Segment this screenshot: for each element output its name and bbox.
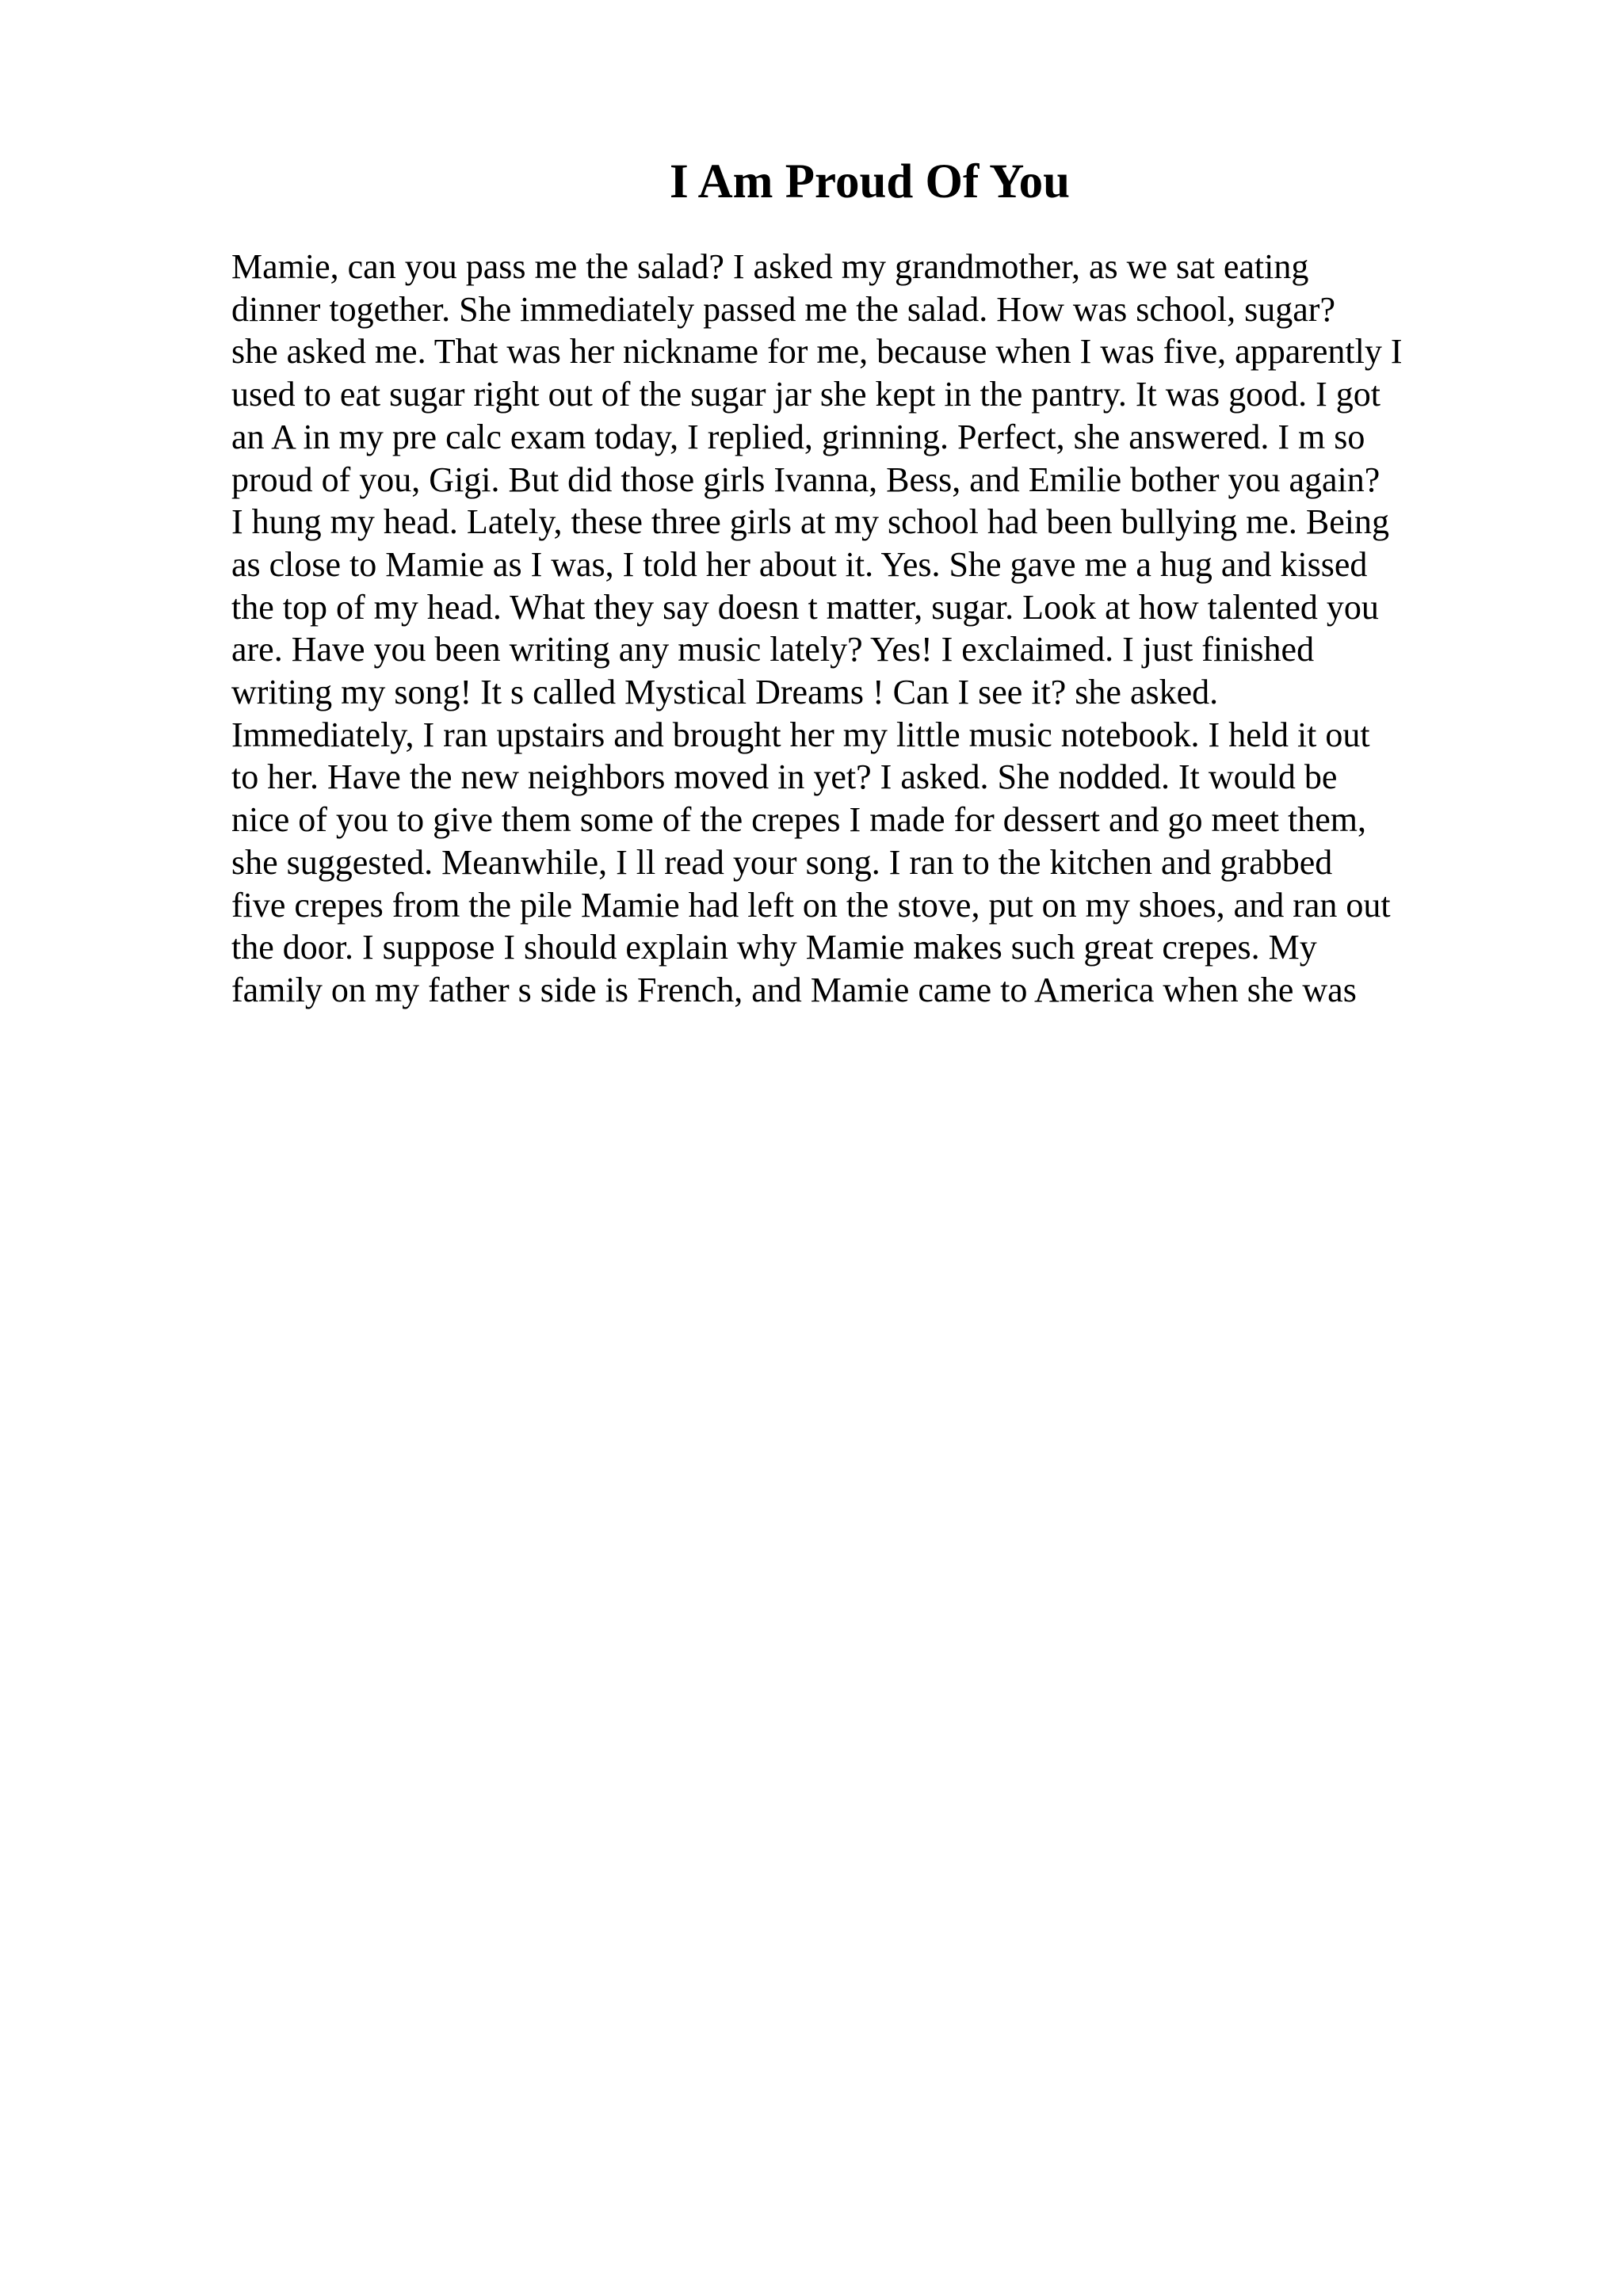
body-line: used to eat sugar right out of the sugar jar she kept in the pantry. It was good. I got [231, 375, 1381, 414]
body-line: proud of you, Gigi. But did those girls Ivanna, Bess, and Emilie bother you again? [231, 460, 1381, 499]
body-line: the door. I suppose I should explain why Mamie makes such great crepes. My [231, 928, 1317, 967]
body-line: nice of you to give them some of the crepes I made for dessert and go meet them, [231, 800, 1366, 840]
document-title: I Am Proud Of You [669, 155, 1071, 208]
body-line: to her. Have the new neighbors moved in yet? I asked. She nodded. It would be [231, 757, 1338, 797]
body-line: family on my father s side is French, and Mamie came to America when she was [231, 970, 1357, 1009]
body-line: are. Have you been writing any music lately? Yes! I exclaimed. I just finished [231, 630, 1315, 669]
body-line: the top of my head. What they say doesn t matter, sugar. Look at how talented you [231, 587, 1379, 627]
body-line: as close to Mamie as I was, I told her about it. Yes. She gave me a hug and kissed [231, 544, 1368, 584]
document-body [231, 246, 1499, 1012]
body-line: Immediately, I ran upstairs and brought her my little music notebook. I held it out [231, 715, 1370, 754]
body-line: she asked me. That was her nickname for me, because when I was five, apparently I [231, 332, 1403, 372]
body-line: five crepes from the pile Mamie had left on the stove, put on my shoes, and ran out [231, 885, 1391, 925]
body-line: I hung my head. Lately, these three girls at my school had been bullying me. Being [231, 502, 1390, 542]
body-line: writing my song! It s called Mystical Dreams ! Can I see it? she asked. [231, 673, 1219, 712]
body-line: an A in my pre calc exam today, I replied, grinning. Perfect, she answered. I m so [231, 417, 1365, 456]
body-line: Mamie, can you pass me the salad? I asked my grandmother, as we sat eating [231, 247, 1309, 286]
body-line: dinner together. She immediately passed me the salad. How was school, sugar? [231, 289, 1335, 329]
body-line: she suggested. Meanwhile, I ll read your song. I ran to the kitchen and grabbed [231, 842, 1333, 882]
